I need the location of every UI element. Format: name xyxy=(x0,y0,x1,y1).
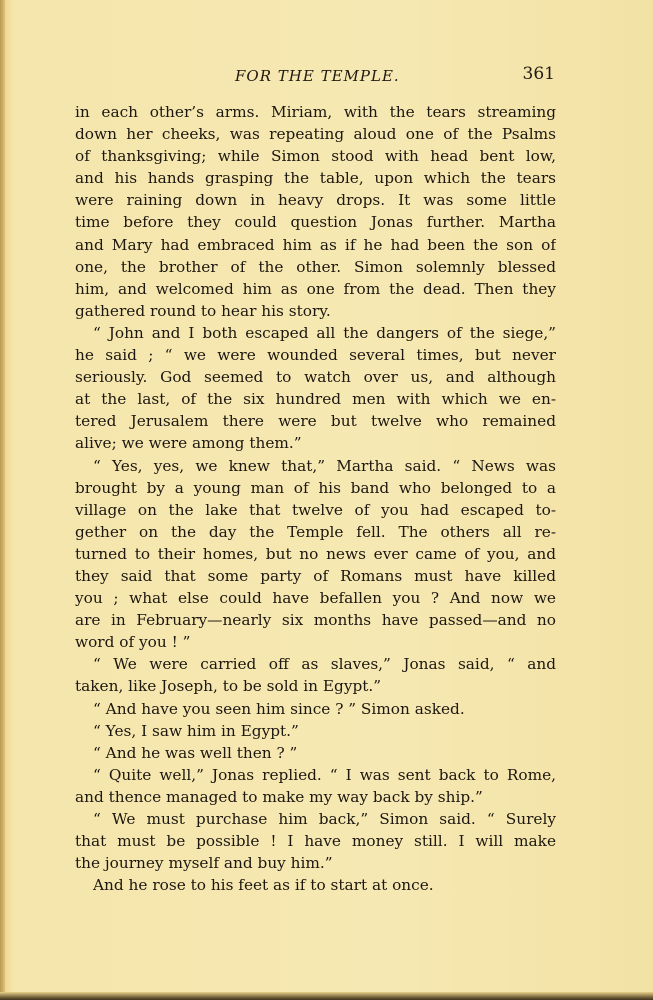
text-line: down her cheeks, was repeating aloud one of the Psalms xyxy=(75,125,556,144)
text-line: you ; what else could have befallen you ? And now we xyxy=(75,589,556,608)
text-line: turned to their homes, but no news ever came of you, and xyxy=(75,544,556,563)
text-line: of thanksgiving; while Simon stood with head bent low, xyxy=(75,147,556,166)
text-line: village on the lake that twelve of you had escaped to- xyxy=(75,500,556,519)
text-line: and Mary had embraced him as if he had been the son of xyxy=(75,235,556,254)
text-line: and thence managed to make my way back by ship.” xyxy=(75,787,483,806)
text-line: tered Jerusalem there were but twelve who remained xyxy=(75,412,556,431)
text-line: him, and welcomed him as one from the dead. Then they xyxy=(75,279,556,298)
running-title: FOR THE TEMPLE. xyxy=(235,67,400,85)
text-line: “ Yes, I saw him in Egypt.” xyxy=(93,721,299,740)
text-line: “ Yes, yes, we knew that,” Martha said. “ News was xyxy=(93,456,556,475)
text-line: that must be possible ! I have money still. I will make xyxy=(75,832,556,851)
page-bottom-edge xyxy=(0,992,653,1000)
text-line: “ And have you seen him since ? ” Simon asked. xyxy=(93,699,465,718)
text-line: brought by a young man of his band who belonged to a xyxy=(75,478,556,497)
text-line: “ We were carried off as slaves,” Jonas said, “ and xyxy=(93,655,556,674)
text-line: taken, like Joseph, to be sold in Egypt.” xyxy=(75,677,382,696)
text-line: gether on the day the Temple fell. The others all re- xyxy=(75,522,556,541)
running-header xyxy=(75,64,555,88)
text-line: “ We must purchase him back,” Simon said. “ Surely xyxy=(93,810,556,828)
text-line: “ Quite well,” Jonas replied. “ I was sent back to Rome, xyxy=(93,765,556,784)
text-line: in each other’s arms. Miriam, with the tears streaming xyxy=(75,103,556,121)
text-line: And he rose to his feet as if to start at once. xyxy=(93,876,434,895)
text-line: one, the brother of the other. Simon solemnly blessed xyxy=(75,257,556,276)
body-text xyxy=(75,101,556,896)
text-line: he said ; “ we were wounded several times, but never xyxy=(75,346,556,365)
text-line: were raining down in heavy drops. It was some little xyxy=(75,191,556,210)
text-line: alive; we were among them.” xyxy=(75,434,302,453)
text-line: at the last, of the six hundred men with which we en- xyxy=(75,390,556,409)
text-line: are in February—nearly six months have passed—and no xyxy=(75,611,556,630)
text-line: the journey myself and buy him.” xyxy=(75,854,333,873)
page-number: 361 xyxy=(522,64,555,84)
text-line: word of you ! ” xyxy=(75,633,191,652)
text-line: they said that some party of Romans must have killed xyxy=(75,566,556,585)
text-line: gathered round to hear his story. xyxy=(75,301,331,320)
text-line: and his hands grasping the table, upon which the tears xyxy=(75,169,556,188)
text-line: “ John and I both escaped all the dangers of the siege,” xyxy=(93,323,556,342)
text-line: “ And he was well then ? ” xyxy=(93,743,298,762)
text-line: seriously. God seemed to watch over us, and although xyxy=(75,368,556,387)
text-line: time before they could question Jonas further. Martha xyxy=(75,213,556,232)
page-binding-edge xyxy=(0,0,5,1000)
